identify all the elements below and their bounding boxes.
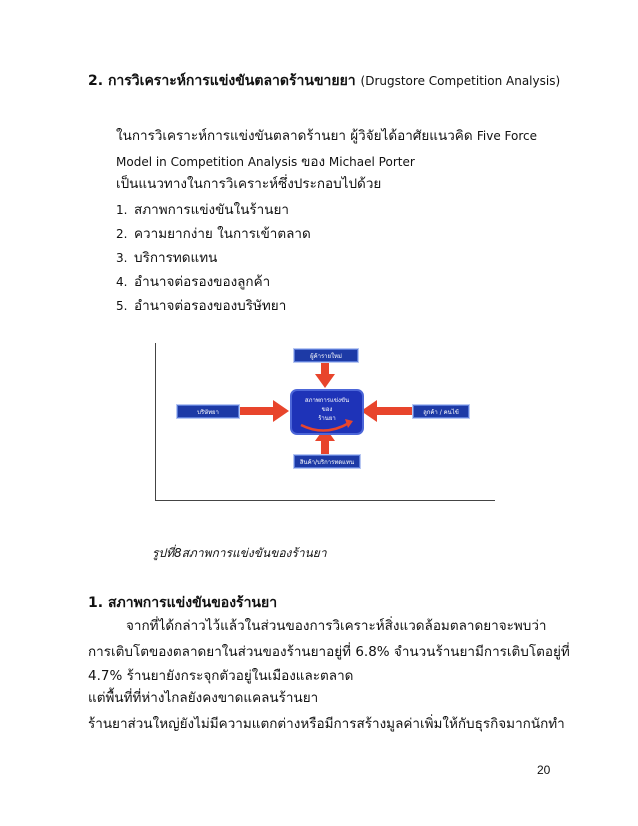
subsection-number: 1. [88,595,104,611]
center-box-competition [290,389,364,435]
list-item-number: 1. [116,203,128,217]
list-item-number: 3. [116,251,128,265]
section-number: 2. [88,73,104,89]
list-item-number: 5. [116,299,128,313]
list-item [116,294,286,316]
para-line-1: จากที่ได้กล่าวไว้แล้วในส่วนของการวิเคราะห์สิ่งแวดล้อมตลาดยาจะพบว่า [126,618,547,634]
intro-line-1-th: ในการวิเคราะห์การแข่งขันตลาดร้านยา ผู้วิจัยได้อาศัยแนวคิด [116,128,473,144]
list-item [116,246,217,268]
para-line-5: ร้านยาส่วนใหญ่ยังไม่มีความแตกต่างหรือมีการสร้างมูลค่าเพิ่มให้กับธุรกิจมากนักทำ [88,716,565,732]
list-item-text: สภาพการแข่งขันในร้านยา [134,202,289,218]
list-item [116,270,270,292]
list-item-number: 2. [116,227,128,241]
list-item-text: อำนาจต่อรองของลูกค้า [134,274,271,290]
list-item [116,198,289,220]
intro-line-1-en: Five Force [476,129,538,143]
left-box-suppliers: บริษัทยา [177,405,239,418]
list-item-text: บริการทดแทน [134,250,218,266]
right-box-customers: ลูกค้า / คนไข้ [413,405,469,418]
arrow-left-icon [361,400,413,422]
center-line-2: ของ [321,406,333,413]
bottom-box-substitutes: สินค้า/บริการทดแทน [294,455,360,468]
arrow-right-icon [237,400,289,422]
figure-caption: รูปที่8สภาพการแข่งขันของร้านยา [152,546,327,560]
intro-line-2-th: ของ [301,154,326,170]
intro-line-3: เป็นแนวทางในการวิเคราะห์ซึ่งประกอบไปด้วย [116,176,382,192]
para-line-3: 4.7% ร้านยายังกระจุกตัวอยู่ในเมืองและตลาด [88,668,354,684]
section-title-th: การวิเคราะห์การแข่งขันตลาดร้านขายยา [107,73,356,89]
five-forces-diagram [155,343,495,501]
list-item [116,222,311,244]
center-line-1: สภาพการแข่งขัน [304,397,350,404]
intro-line-2-en-a: Model in Competition Analysis [116,155,298,169]
para-line-4: แต่พื้นที่ที่ห่างไกลยังคงขาดแคลนร้านยา [88,690,319,706]
list-item-text: อำนาจต่อรองของบริษัทยา [134,298,287,314]
section-heading [88,70,560,92]
section-title-en: (Drugstore Competition Analysis) [360,74,561,88]
intro-line-1 [116,124,537,146]
list-item-text: ความยากง่าย ในการเข้าตลาด [134,226,311,242]
list-item-number: 4. [116,275,128,289]
intro-line-2-en-b: Michael Porter [328,155,415,169]
center-line-3: ร้านยา [318,415,336,422]
arrow-down-icon [315,361,335,388]
subsection-title: สภาพการแข่งขันของร้านยา [107,595,278,611]
intro-line-2 [116,150,415,172]
top-box-new-entrants: ผู้ค้ารายใหม่ [294,349,358,362]
para-line-2: การเติบโตของตลาดยาในส่วนของร้านยาอยู่ที่ 6.8% จำนวนร้านยามีการเติบโตอยู่ที่ [88,644,570,660]
page-number: 20 [537,763,551,777]
subsection-heading [88,592,277,614]
